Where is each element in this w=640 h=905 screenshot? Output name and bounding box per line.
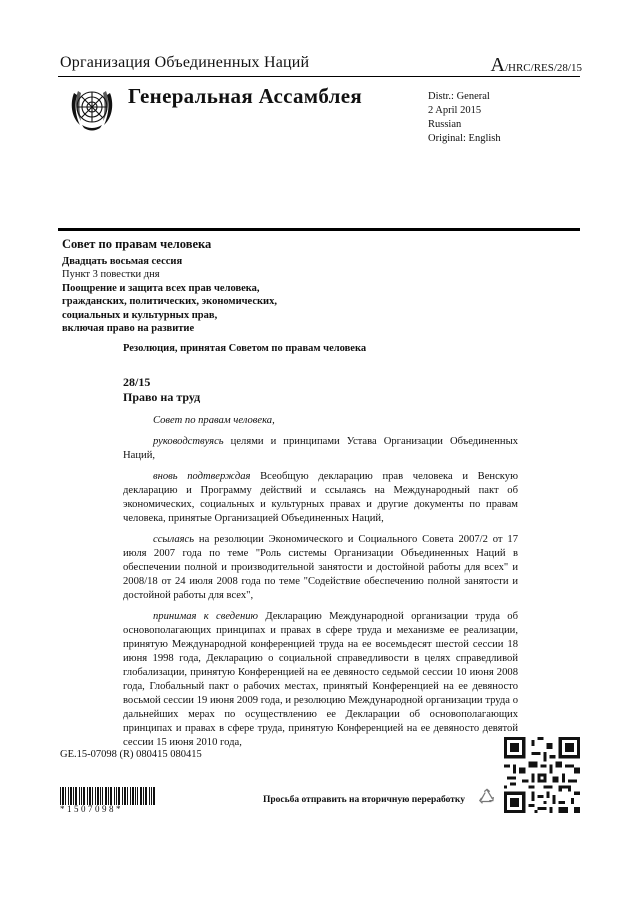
paragraph-lead: Совет по правам человека,	[153, 415, 275, 426]
general-assembly-title: Генеральная Ассамблея	[128, 84, 363, 108]
barcode-number: *1507098*	[60, 804, 123, 814]
symbol-letter: A	[490, 54, 505, 76]
paragraph-lead: ссылаясь	[153, 534, 195, 545]
distribution-block	[428, 90, 501, 146]
paragraph-lead: вновь подтверждая	[153, 471, 251, 482]
session-name: Двадцать восьмая сессия	[62, 255, 183, 267]
original-language-line: Original: English	[428, 133, 501, 144]
recycle-notice: Просьба отправить на вторичную переработку	[263, 795, 465, 805]
agenda-title-line: гражданских, политических, экономических,	[62, 296, 277, 307]
recycle-icon	[478, 788, 496, 806]
document-symbol	[491, 54, 582, 77]
document-number: GE.15-07098 (R) 080415 080415	[60, 749, 202, 760]
paragraph-text: целями и принципами Устава Организации Объединенных Наций,	[123, 436, 518, 461]
resolution-number: 28/15	[123, 375, 151, 389]
resolution-heading	[123, 375, 200, 405]
preamble-paragraph	[123, 414, 518, 428]
agenda-title-line: социальных и культурных прав,	[62, 309, 218, 321]
header-rule	[58, 76, 580, 77]
resolution-body	[123, 414, 518, 757]
date-line: 2 April 2015	[428, 105, 482, 116]
resolution-title: Право на труд	[123, 390, 201, 404]
barcode-icon	[60, 787, 156, 805]
preamble-paragraph	[123, 470, 518, 526]
adopted-by-line: Резолюция, принятая Советом по правам человека	[123, 343, 367, 354]
agenda-title-line: Поощрение и защита всех прав человека,	[62, 282, 260, 294]
paragraph-lead: принимая к сведению	[153, 611, 258, 622]
session-block	[62, 238, 277, 336]
organization-name: Организация Объединенных Наций	[60, 54, 310, 71]
language-line: Russian	[428, 119, 462, 130]
paragraph-text: Декларацию Международной организации труда об основополагающих принципах и правах в сфере труда и механизме ее реализации, принятую Международной конференцией труда на ее восемьдесят шестой сессии 18 июня 1998 года, Декларацию о социальной справедливости в целях справедливой глобализации, принятую Конференцией на ее девяносто седьмой сессии 10 июня 2008 года, Глобальный пакт о рабочих местах, принятый Конференцией на ее девяносто восьмой сессии 19 июня 2009 года, и резолюцию Международной организации труда о дальнейших мерах по осуществлению ее Декларации об основополагающих принципах и правах в сфере труда, принятую Конференцией на ее девяносто девятой сессии 15 июня 2010 года,	[123, 611, 518, 748]
council-name: Совет по правам человека	[62, 237, 212, 251]
preamble-paragraph	[123, 533, 518, 603]
paragraph-lead: руководствуясь	[153, 436, 224, 447]
distr-line: Distr.: General	[428, 91, 490, 102]
qr-code-icon	[504, 737, 580, 813]
agenda-title-line: включая право на развитие	[62, 323, 195, 334]
agenda-item: Пункт 3 повестки дня	[62, 269, 160, 280]
un-emblem-icon	[66, 83, 118, 135]
preamble-paragraph	[123, 435, 518, 463]
symbol-rest: /HRC/RES/28/15	[504, 62, 582, 74]
paragraph-text: на резолюции Экономического и Социального Совета 2007/2 от 17 июля 2007 года по теме "Роль системы Организации Объединенных Наций в обеспечении полной и производительной занятости и достойной работы для всех" и 2008/18 от 24 июля 2008 года по теме "Содействие обеспечению полной занятости и достойной работы для всех",	[123, 534, 518, 601]
paragraph-text: Всеобщую декларацию прав человека и Венскую декларацию и Программу действий и ссылаясь на Международный пакт об экономических, социальных и культурных правах и другие документы по правам человека, принятые Организацией Объединенных Наций,	[123, 471, 518, 524]
title-rule	[58, 228, 580, 231]
preamble-paragraph	[123, 610, 518, 750]
